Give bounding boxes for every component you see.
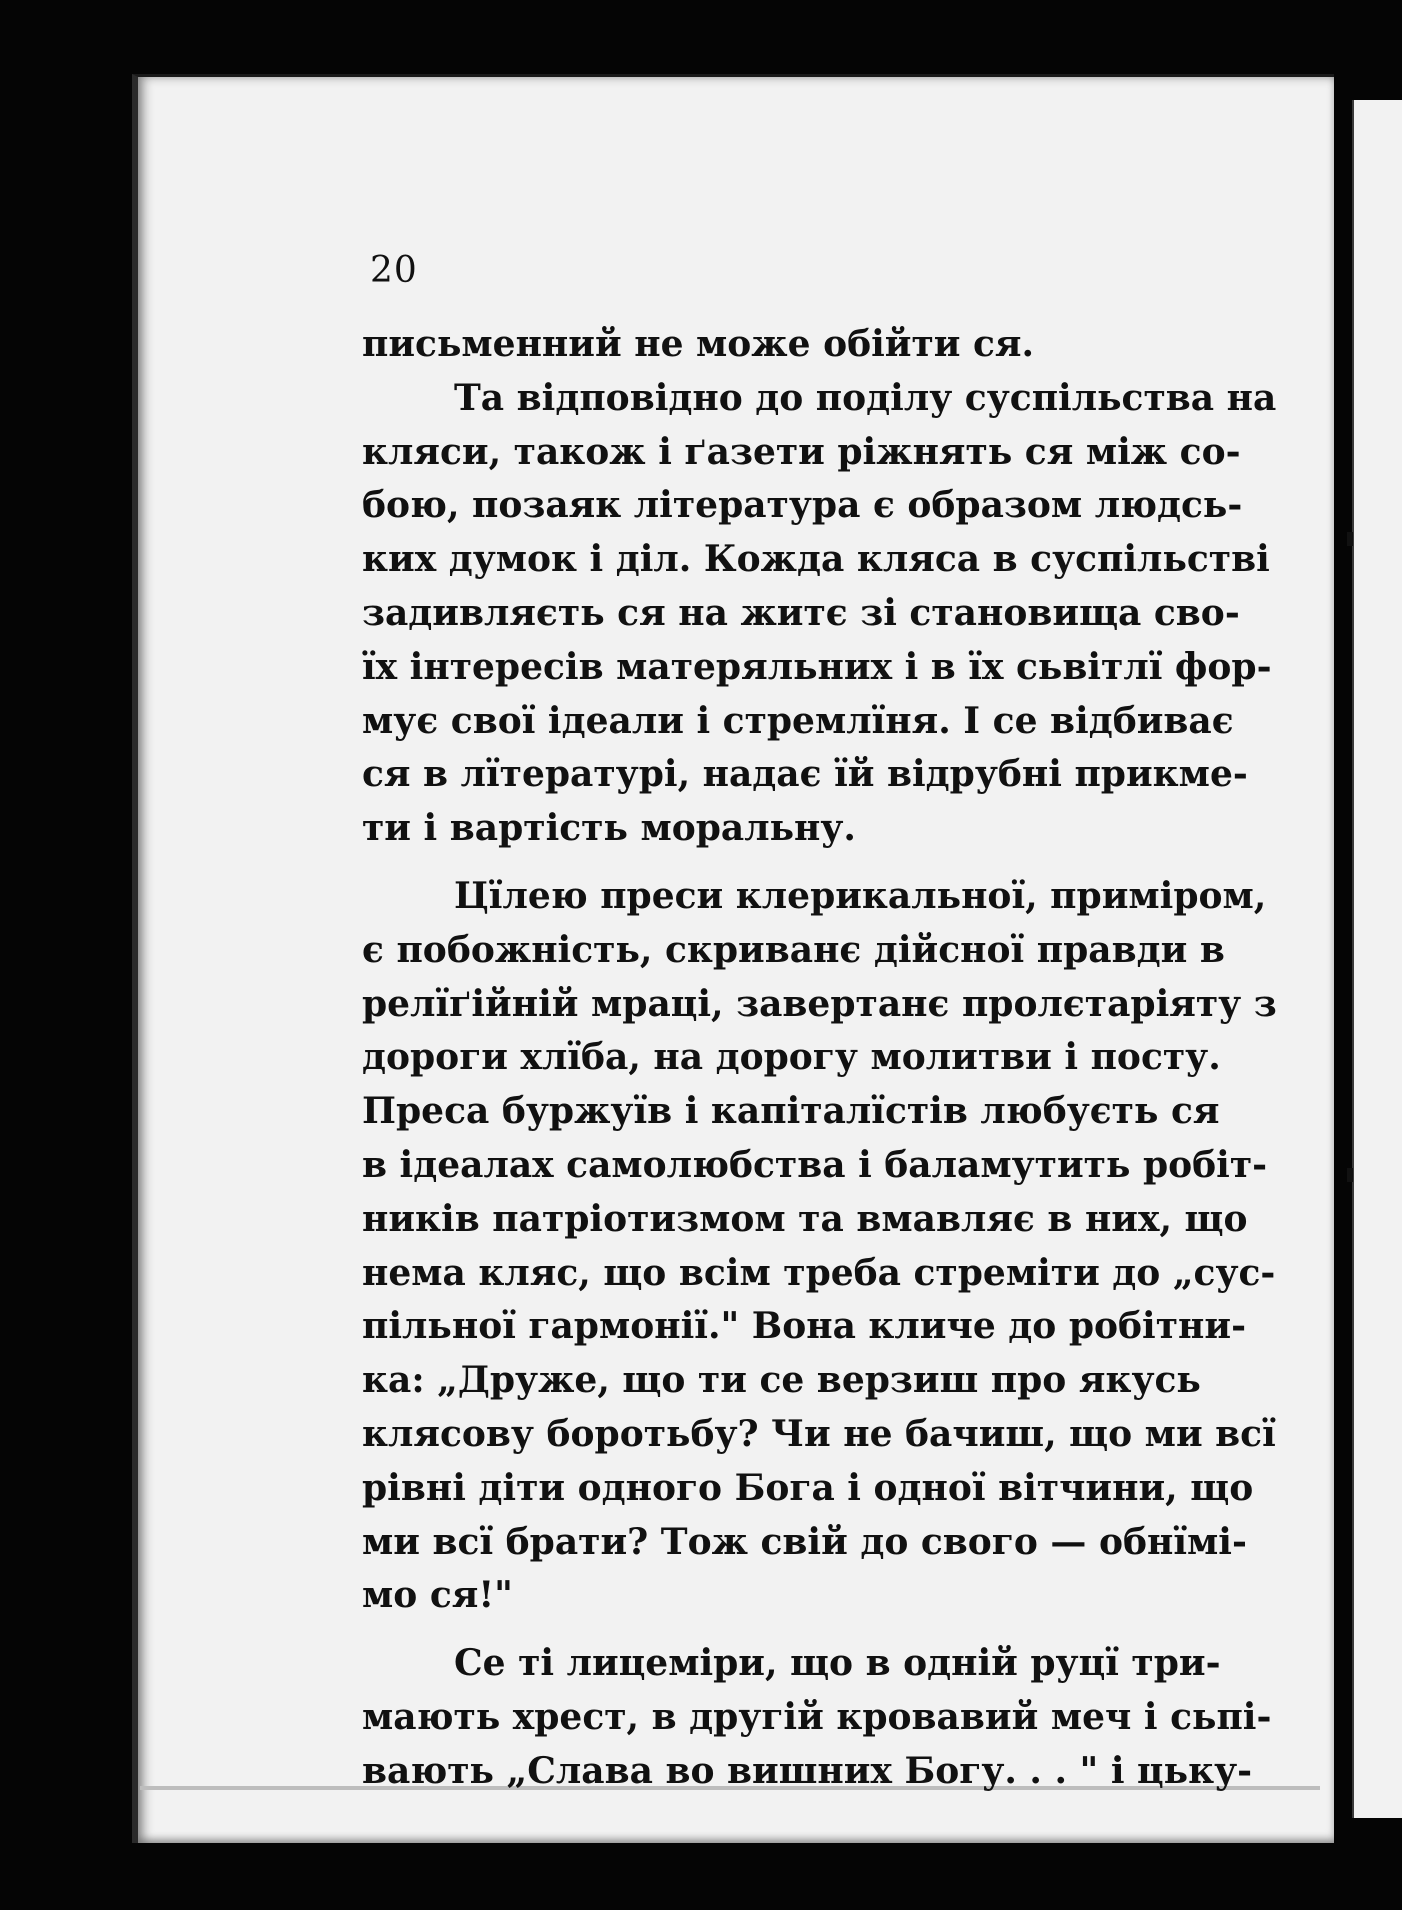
page-number: 20 xyxy=(370,250,418,291)
margin-tick-mark xyxy=(1347,532,1353,546)
text-line: ників патріотизмом та вмавляє в них, що xyxy=(362,1197,1248,1240)
text-line: Се ті лицеміри, що в одній руцї три- xyxy=(454,1642,1221,1685)
text-line: дороги хлїба, на дорогу молитви і посту. xyxy=(362,1036,1221,1079)
text-line: мо ся!" xyxy=(362,1574,513,1617)
text-line: нема кляс, що всім треба стреміти до „сус- xyxy=(362,1251,1276,1294)
text-line: ми всї брати? Тож свій до свого — обнїмі- xyxy=(362,1520,1247,1563)
text-line: Преса буржуїв і капіталїстів любуєть ся xyxy=(362,1090,1220,1133)
page-text xyxy=(362,318,1277,1799)
text-line: задивляєть ся на житє зі становища сво- xyxy=(362,591,1240,634)
text-line: клясову боротьбу? Чи не бачиш, що ми всї xyxy=(362,1412,1276,1455)
text-line: мають хрест, в другій кровавий меч і сьпі- xyxy=(362,1695,1272,1738)
text-line: Цїлею преси клерикальної, приміром, xyxy=(454,874,1267,917)
text-line: ся в лїтературі, надає їй відрубні прикме- xyxy=(362,753,1248,796)
text-line: вають „Слава во вишних Богу. . . " і цьку- xyxy=(362,1749,1253,1792)
text-line: бою, позаяк література є образом людсь- xyxy=(362,484,1243,527)
text-line: ти і вартість моральну. xyxy=(362,807,856,850)
margin-tick-mark xyxy=(1347,1168,1353,1182)
text-line: їх інтересів матеряльних і в їх сьвітлї фор- xyxy=(362,645,1272,688)
text-line: рівні діти одного Бога і одної вітчини, що xyxy=(362,1466,1254,1509)
text-line: є побожність, скриванє дійсної правди в xyxy=(362,928,1225,971)
text-line: письменний не може обійти ся. xyxy=(362,323,1035,365)
text-line: ка: „Друже, що ти се верзиш про якусь xyxy=(362,1359,1201,1402)
text-line: ких думок і діл. Кожда кляса в суспільстві xyxy=(362,538,1270,581)
text-line: релїґійній мраці, завертанє пролєтаріяту з xyxy=(362,982,1277,1025)
text-line: пільної гармонії." Вона кличе до робітни- xyxy=(362,1305,1247,1348)
text-line: Та відповідно до поділу суспільства на xyxy=(454,376,1277,419)
adjacent-page-edge xyxy=(1352,100,1402,1818)
text-line: мує свої ідеали і стремлїня. І се відбиває xyxy=(362,699,1234,742)
text-line: кляси, також і ґазети ріжнять ся між со- xyxy=(362,430,1241,473)
text-line: в ідеалах самолюбства і баламутить робіт- xyxy=(362,1143,1268,1186)
